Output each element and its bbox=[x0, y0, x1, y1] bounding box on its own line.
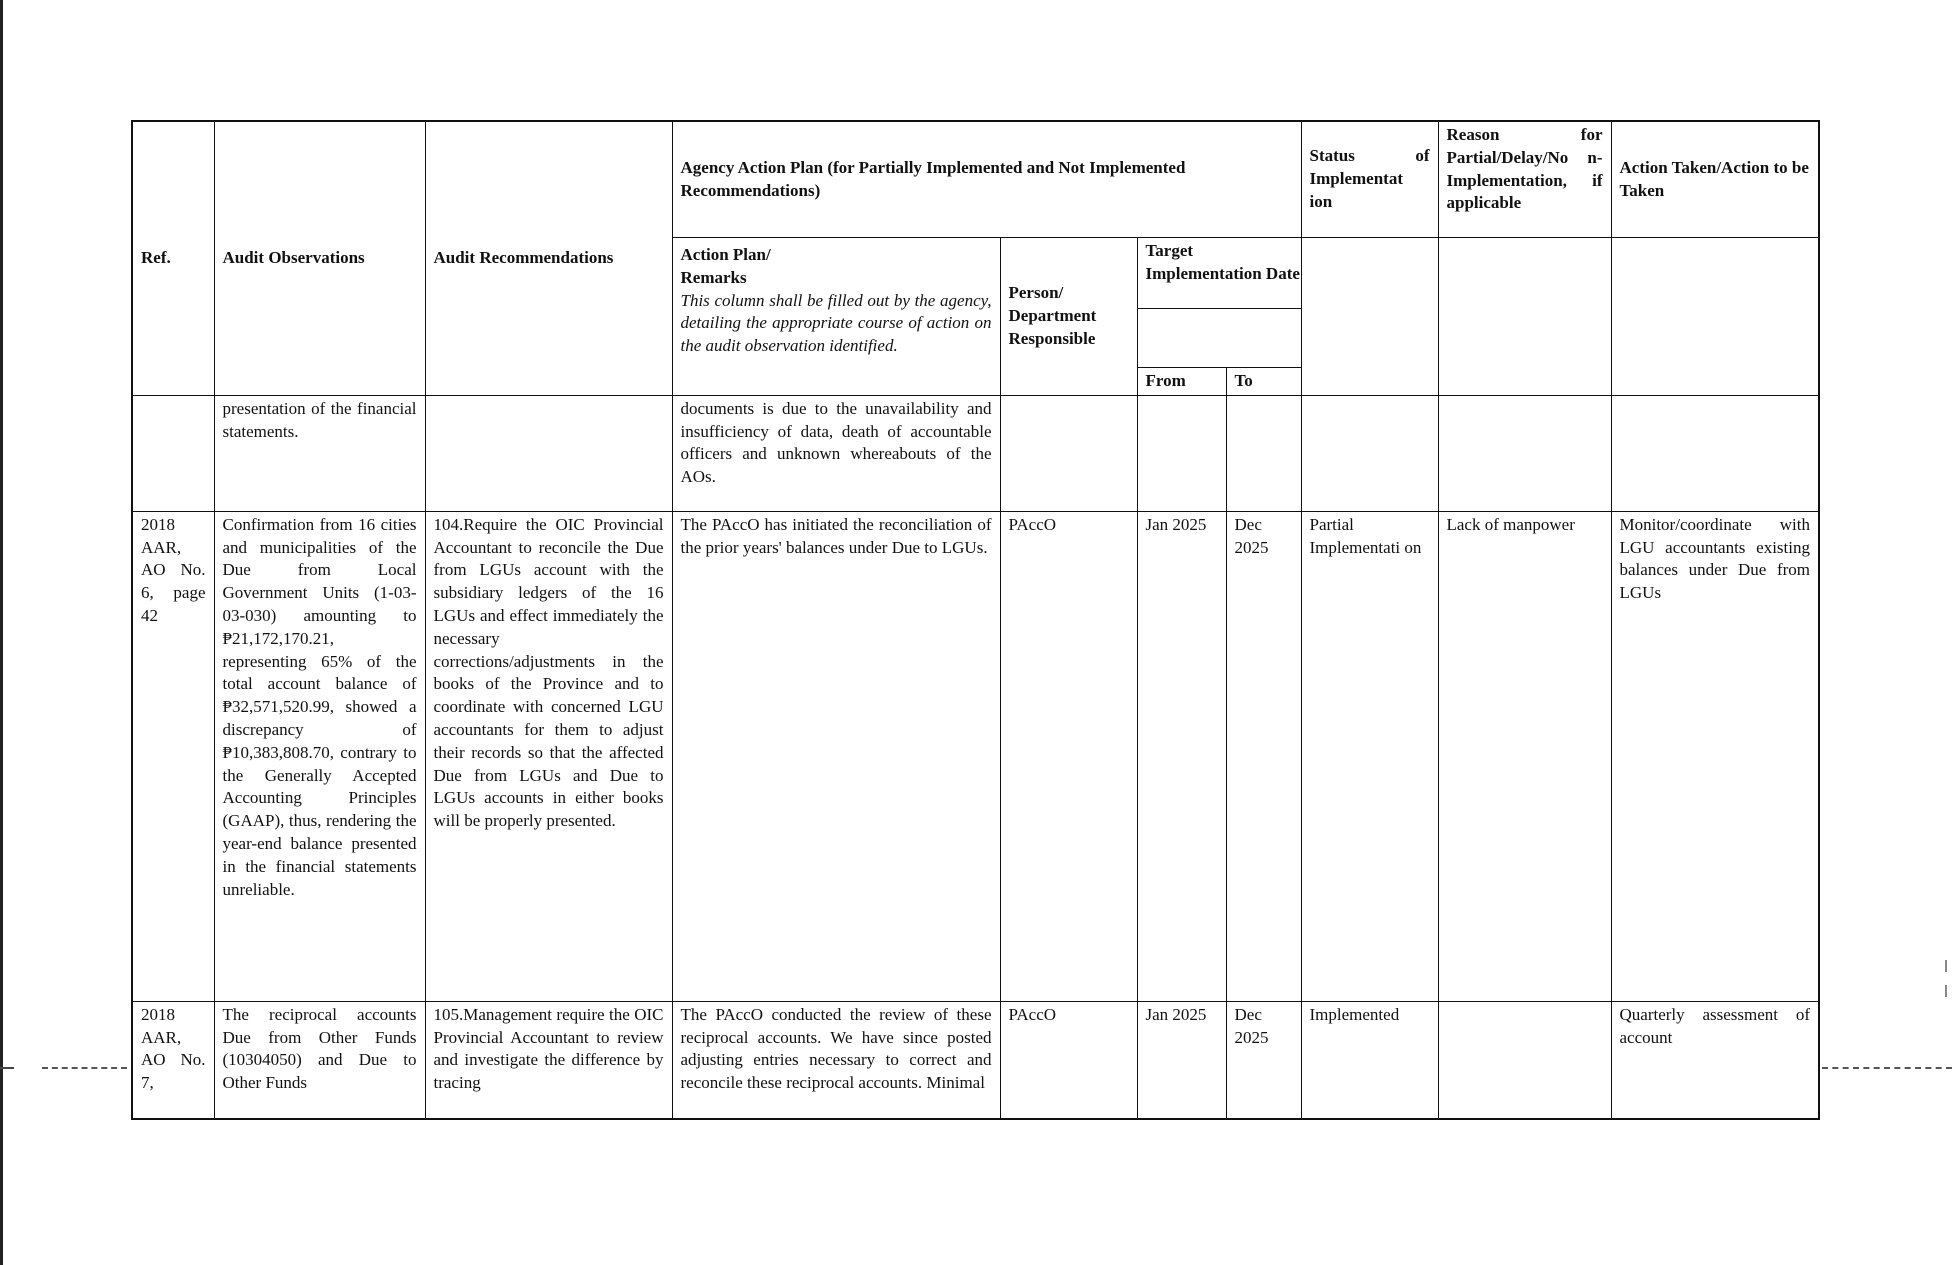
header-blank bbox=[1611, 238, 1819, 396]
cell-to: Dec 2025 bbox=[1226, 1001, 1301, 1119]
cell-to: Dec 2025 bbox=[1226, 511, 1301, 1001]
cell-action-taken: Monitor/coordinate with LGU accountants existing balances under Due from LGUs bbox=[1611, 511, 1819, 1001]
cell-person bbox=[1000, 395, 1137, 511]
header-person-responsible: Person/ Department Responsible bbox=[1000, 238, 1137, 396]
cell-recommendation: 105.Management require the OIC Provincial Accountant to review and investigate the difference by tracing bbox=[425, 1001, 672, 1119]
header-remarks-title: Remarks bbox=[680, 267, 747, 287]
header-ref: Ref. bbox=[132, 121, 214, 395]
header-target-date bbox=[1137, 238, 1301, 368]
table-row bbox=[132, 395, 1819, 511]
cell-status: Partial Implementati on bbox=[1301, 511, 1438, 1001]
cell-action-taken: Quarterly assessment of account bbox=[1611, 1001, 1819, 1119]
header-status: Status of Implementat ion bbox=[1301, 121, 1438, 238]
cell-to bbox=[1226, 395, 1301, 511]
cell-recommendation: 104.Require the OIC Provincial Accountant to reconcile the Due from LGUs account with the subsidiary ledgers of the 16 LGUs and effect immediately the necessary corrections/adjustments in the books of the Province and to coordinate with concerned LGU accountants for them to adjust their records so that the affected Due from LGUs and Due to LGUs accounts in either books will be properly presented. bbox=[425, 511, 672, 1001]
cell-action-plan: documents is due to the unavailability and insufficiency of data, death of accountable officers and unknown whereabouts of the AOs. bbox=[672, 395, 1000, 511]
header-action-plan bbox=[672, 238, 1000, 396]
cell-status bbox=[1301, 395, 1438, 511]
header-action-taken: Action Taken/Action to be Taken bbox=[1611, 121, 1819, 238]
header-recommendations: Audit Recommendations bbox=[425, 121, 672, 395]
audit-action-plan-table bbox=[131, 120, 1820, 1120]
cell-action-plan: The PAccO conducted the review of these reciprocal accounts. We have since posted adjusting entries necessary to correct and reconcile these reciprocal accounts. Minimal bbox=[672, 1001, 1000, 1119]
cut-mark bbox=[42, 1067, 127, 1069]
cell-action-taken bbox=[1611, 395, 1819, 511]
cell-reason bbox=[1438, 395, 1611, 511]
header-from: From bbox=[1137, 368, 1226, 396]
scan-mark bbox=[1945, 960, 1947, 972]
header-blank bbox=[1301, 238, 1438, 396]
table-row bbox=[132, 511, 1819, 1001]
header-agency-action-plan: Agency Action Plan (for Partially Implemented and Not Implemented Recommendations) bbox=[672, 121, 1301, 238]
cut-mark bbox=[0, 1067, 14, 1069]
cell-from bbox=[1137, 395, 1226, 511]
header-blank bbox=[1438, 238, 1611, 396]
cell-observation: Confirmation from 16 cities and municipalities of the Due from Local Government Units (1-03-03-030) amounting to ₱21,172,170.21, representing 65% of the total account balance of ₱32,571,520.99, showed a discrepancy of ₱10,383,808.70, contrary to the Generally Accepted Accounting Principles (GAAP), thus, rendering the year-end balance presented in the financial statements unreliable. bbox=[214, 511, 425, 1001]
header-action-plan-title: Action Plan/ bbox=[680, 245, 771, 264]
cell-ref bbox=[132, 395, 214, 511]
cell-from: Jan 2025 bbox=[1137, 511, 1226, 1001]
scan-mark bbox=[1945, 985, 1947, 997]
cell-person: PAccO bbox=[1000, 1001, 1137, 1119]
cell-observation: presentation of the financial statements. bbox=[214, 395, 425, 511]
header-action-plan-note: This column shall be filled out by the agency, detailing the appropriate course of action on the audit observation identified. bbox=[680, 290, 992, 356]
cut-mark bbox=[1822, 1067, 1952, 1069]
cell-status: Implemented bbox=[1301, 1001, 1438, 1119]
header-reason: Reason for Partial/Delay/No n-Implementation, if applicable bbox=[1438, 121, 1611, 238]
cell-observation: The reciprocal accounts Due from Other Funds (10304050) and Due to Other Funds bbox=[214, 1001, 425, 1119]
cell-reason bbox=[1438, 1001, 1611, 1119]
header-observations: Audit Observations bbox=[214, 121, 425, 395]
cell-reason: Lack of manpower bbox=[1438, 511, 1611, 1001]
table-row bbox=[132, 1001, 1819, 1119]
header-to: To bbox=[1226, 368, 1301, 396]
cell-recommendation bbox=[425, 395, 672, 511]
cell-ref: 2018 AAR, AO No. 7, bbox=[132, 1001, 214, 1119]
cell-action-plan: The PAccO has initiated the reconciliation of the prior years' balances under Due to LGUs. bbox=[672, 511, 1000, 1001]
header-target-date-label: Target Implementation Date bbox=[1138, 240, 1301, 309]
cell-person: PAccO bbox=[1000, 511, 1137, 1001]
page-left-edge bbox=[0, 0, 3, 1265]
cell-ref: 2018 AAR, AO No. 6, page 42 bbox=[132, 511, 214, 1001]
cell-from: Jan 2025 bbox=[1137, 1001, 1226, 1119]
